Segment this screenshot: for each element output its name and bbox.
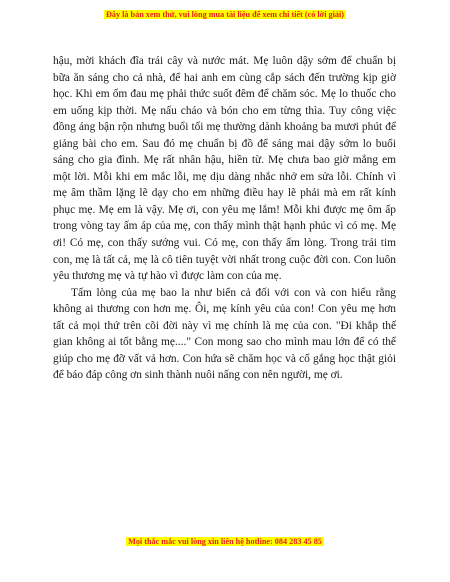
preview-notice-banner — [0, 10, 450, 19]
essay-paragraph-1: hậu, mời khách đĩa trái cây và nước mát. Mẹ luôn dậy sớm để chuẩn bị bữa ăn sáng cho cả nhà, để hai anh em cùng cắp sách đến trường kịp giờ học. Khi em ốm đau mẹ phải thức suốt đêm để chăm sóc. Mẹ lo thuốc cho em uống kịp thời. Mẹ nấu cháo và bón cho em từng thìa. Tuy công việc đồng áng bận rộn nhưng buổi tối mẹ thường dành khoảng ba mươi phút để giảng bài cho em. Sau đó mẹ chuẩn bị đồ để sáng mai dậy sớm lo buổi sáng cho gia đình. Mẹ rất nhân hậu, hiền từ. Mẹ chưa bao giờ mắng em một lời. Mỗi khi em mắc lỗi, mẹ dịu dàng nhắc nhở em sửa lỗi. Chính vì mẹ âm thầm lặng lẽ dạy cho em những điều hay lẽ phải mà em rất kính phục mẹ. Mẹ em là vậy. Mẹ ơi, con yêu mẹ lắm! Mỗi khi được mẹ ôm ấp trong vòng tay ấm áp của mẹ, con thấy mình thật hạnh phúc vì có mẹ. Mẹ ơi! Có mẹ, con thấy sướng vui. Có mẹ, con thấy ấm lòng. Trong trái tim con, mẹ là tất cả, mẹ là cô tiên tuyệt vời nhất trong cuộc đời con. Con luôn yêu thương mẹ và tự hào vì được làm con của mẹ. — [53, 55, 396, 283]
essay-body — [53, 53, 396, 384]
preview-notice-text: Đây là bản xem thử, vui lòng mua tài liệu để xem chi tiết (có lời giải) — [105, 10, 344, 19]
hotline-notice-text: Mọi thắc mắc vui lòng xin liên hệ hotline: 084 283 45 85 — [128, 537, 322, 546]
hotline-notice-banner — [0, 537, 450, 546]
essay-paragraph-2: Tấm lòng của mẹ bao la như biển cả đối với con và con hiểu rằng không ai thương con hơn mẹ. Ôi, mẹ kính yêu của con! Con yêu mẹ hơn tất cả mọi thứ trên cõi đời này vì mẹ chính là mẹ của con. "Đi khắp thế gian không ai tốt bằng mẹ...." Con mong sao cho mình mau lớn để có thể giúp cho mẹ đỡ vất vả hơn. Con hứa sẽ chăm học và cố gắng học thật giỏi để báo đáp công ơn sinh thành nuôi nấng con nên người, mẹ ơi. — [53, 286, 396, 382]
